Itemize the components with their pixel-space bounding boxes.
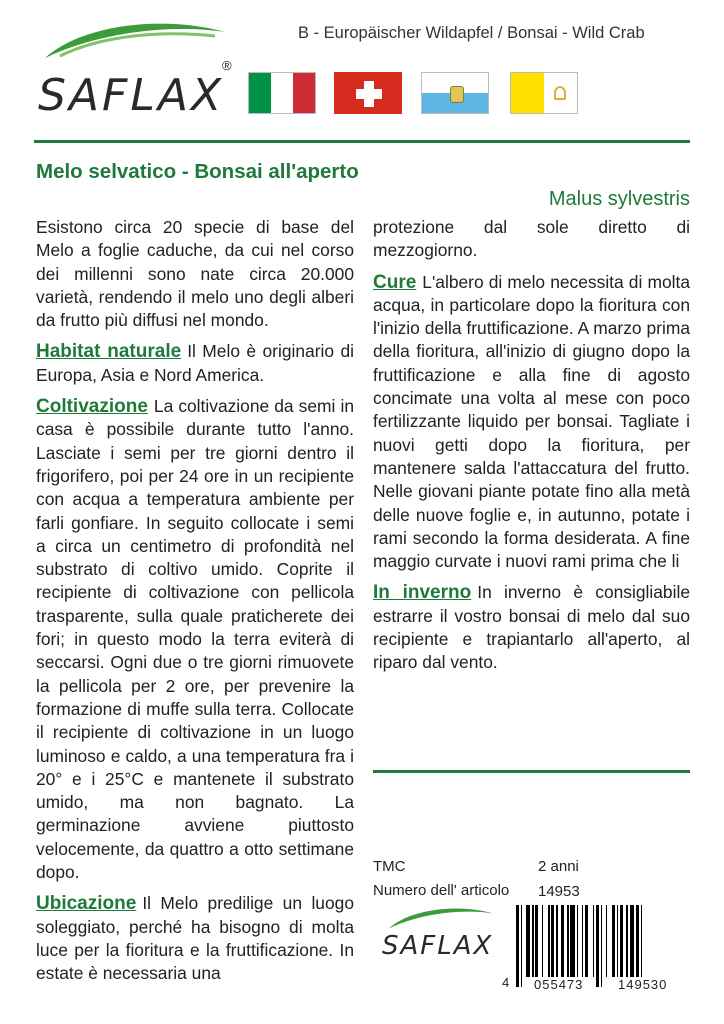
intro-paragraph: Esistono circa 20 specie di base del Melo a foglie caduche, da cui nel corso dei millenni sono nate circa 20.000 varietà, rendendo il melo uno degli alberi da frutto più diffusi nel mondo.	[36, 217, 354, 331]
barcode-bar	[577, 905, 579, 977]
info-divider	[373, 770, 690, 773]
winter-section	[373, 581, 690, 674]
header-divider	[34, 140, 690, 143]
brand-logo	[30, 18, 240, 128]
barcode-bar	[612, 905, 615, 977]
care-text: L'albero di melo necessita di molta acqua, in particolare dopo la fioritura con l'inizio della fruttificazione. A marzo prima della fioritura, all'inizio di giugno dopo la fruttificazione e alla fine di agosto concimate una volta al mese con poco fertilizzante liquido per bonsai. Tagliate i nuovi getti dopo la fioritura, per mantenere salda l'attaccatura del frutto. Nelle giovani piante potate fino alla metà delle nuove foglie e, in autunno, potate i rami secondo la forma desiderata. A fine maggio curvate i nuovi rami prima che li	[373, 271, 690, 572]
habitat-text: Il Melo è originario di Europa, Asia e Nord America.	[36, 341, 354, 385]
barcode-bar	[556, 905, 558, 977]
barcode-bar	[626, 905, 628, 977]
footer-logo	[380, 905, 500, 975]
winter-heading: In inverno	[373, 582, 472, 604]
flag-italy-icon	[248, 72, 316, 114]
cultivation-section	[36, 395, 354, 884]
logo-swoosh-icon	[386, 905, 496, 931]
continuation-paragraph: protezione dal sole diretto di mezzogiorno.	[373, 217, 690, 261]
article-value: 14953	[538, 883, 580, 900]
barcode-bar	[585, 905, 588, 977]
footer-brand-name: SAFLAX	[382, 931, 494, 961]
care-section	[373, 271, 690, 574]
barcode-bar	[521, 905, 523, 987]
barcode-bar	[641, 905, 643, 977]
right-column	[373, 216, 690, 683]
barcode-bar	[532, 905, 534, 977]
cultivation-heading: Coltivazione	[36, 396, 148, 418]
barcode-bar	[570, 905, 575, 977]
flag-vatican-icon	[510, 72, 578, 114]
page-title: Melo selvatico - Bonsai all'aperto	[36, 160, 359, 183]
location-text: Il Melo predilige un luogo soleggiato, perché ha bisogno di molta luce per la fioritura e la fruttificazione. In estate è necessaria una	[36, 893, 354, 984]
tmc-value: 2 anni	[538, 858, 579, 875]
barcode-bar	[630, 905, 635, 977]
article-label: Numero dell' articolo	[373, 882, 510, 899]
barcode-bar	[620, 905, 623, 977]
barcode-bar	[593, 905, 595, 977]
location-heading: Ubicazione	[36, 893, 137, 915]
barcode-bar	[535, 905, 538, 977]
product-line: B - Europäischer Wildapfel / Bonsai - Wild Crab	[298, 24, 645, 42]
barcode	[502, 905, 690, 1000]
barcode-bar	[551, 905, 554, 977]
care-heading: Cure	[373, 271, 417, 293]
barcode-bar	[516, 905, 519, 987]
barcode-bar	[601, 905, 603, 987]
barcode-bar	[567, 905, 569, 977]
habitat-heading: Habitat naturale	[36, 341, 182, 363]
barcode-bar	[526, 905, 531, 977]
flag-switzerland-icon	[334, 72, 402, 114]
flag-san-marino-icon	[421, 72, 489, 114]
registered-mark: ®	[222, 58, 232, 73]
barcode-bar	[617, 905, 619, 977]
barcode-bar	[561, 905, 564, 977]
barcode-bars	[516, 905, 688, 980]
tmc-label: TMC	[373, 858, 406, 875]
barcode-right-group: 149530	[618, 977, 668, 992]
barcode-first-digit: 4	[502, 975, 510, 990]
barcode-left-group: 055473	[534, 977, 584, 992]
barcode-bar	[606, 905, 608, 977]
cultivation-text: La coltivazione da semi in casa è possibile durante tutto l'anno. Lasciate i semi per tre giorni dentro il frigorifero, poi per 24 ore in un recipiente con acqua a temperatura ambiente per farli gonfiare. In seguito collocate i semi a circa un centimetro di profondità nel substrato di coltivo umido. Coprite il recipiente di coltivazione con pellicola trasparente, sulla quale praticherete dei fori; in questo modo la terra eviterà di seccarsi. Ogni due o tre giorni rimuovete la pellicola per 2 ore, per prevenire la formazione di muffe sulla terra. Collocate il recipiente di coltivazione in un luogo luminoso e caldo, a una temperatura fra i 20° e i 25°C e mantenete il substrato umido, ma non bagnato. La germinazione avviene piuttosto velocemente, da quattro a otto settimane dopo.	[36, 396, 354, 883]
barcode-bar	[548, 905, 550, 977]
barcode-bar	[542, 905, 544, 977]
barcode-bar	[596, 905, 599, 987]
barcode-bar	[582, 905, 584, 977]
winter-text: In inverno è consigliabile estrarre il vostro bonsai di melo dal suo recipiente e trapiantarlo all'aperto, al riparo dal vento.	[373, 582, 690, 673]
brand-name: SAFLAX	[38, 70, 225, 121]
left-column	[36, 216, 354, 994]
barcode-bar	[636, 905, 639, 977]
logo-swoosh-icon	[40, 18, 230, 62]
location-section	[36, 892, 354, 985]
latin-name: Malus sylvestris	[548, 188, 690, 210]
habitat-section	[36, 340, 354, 387]
